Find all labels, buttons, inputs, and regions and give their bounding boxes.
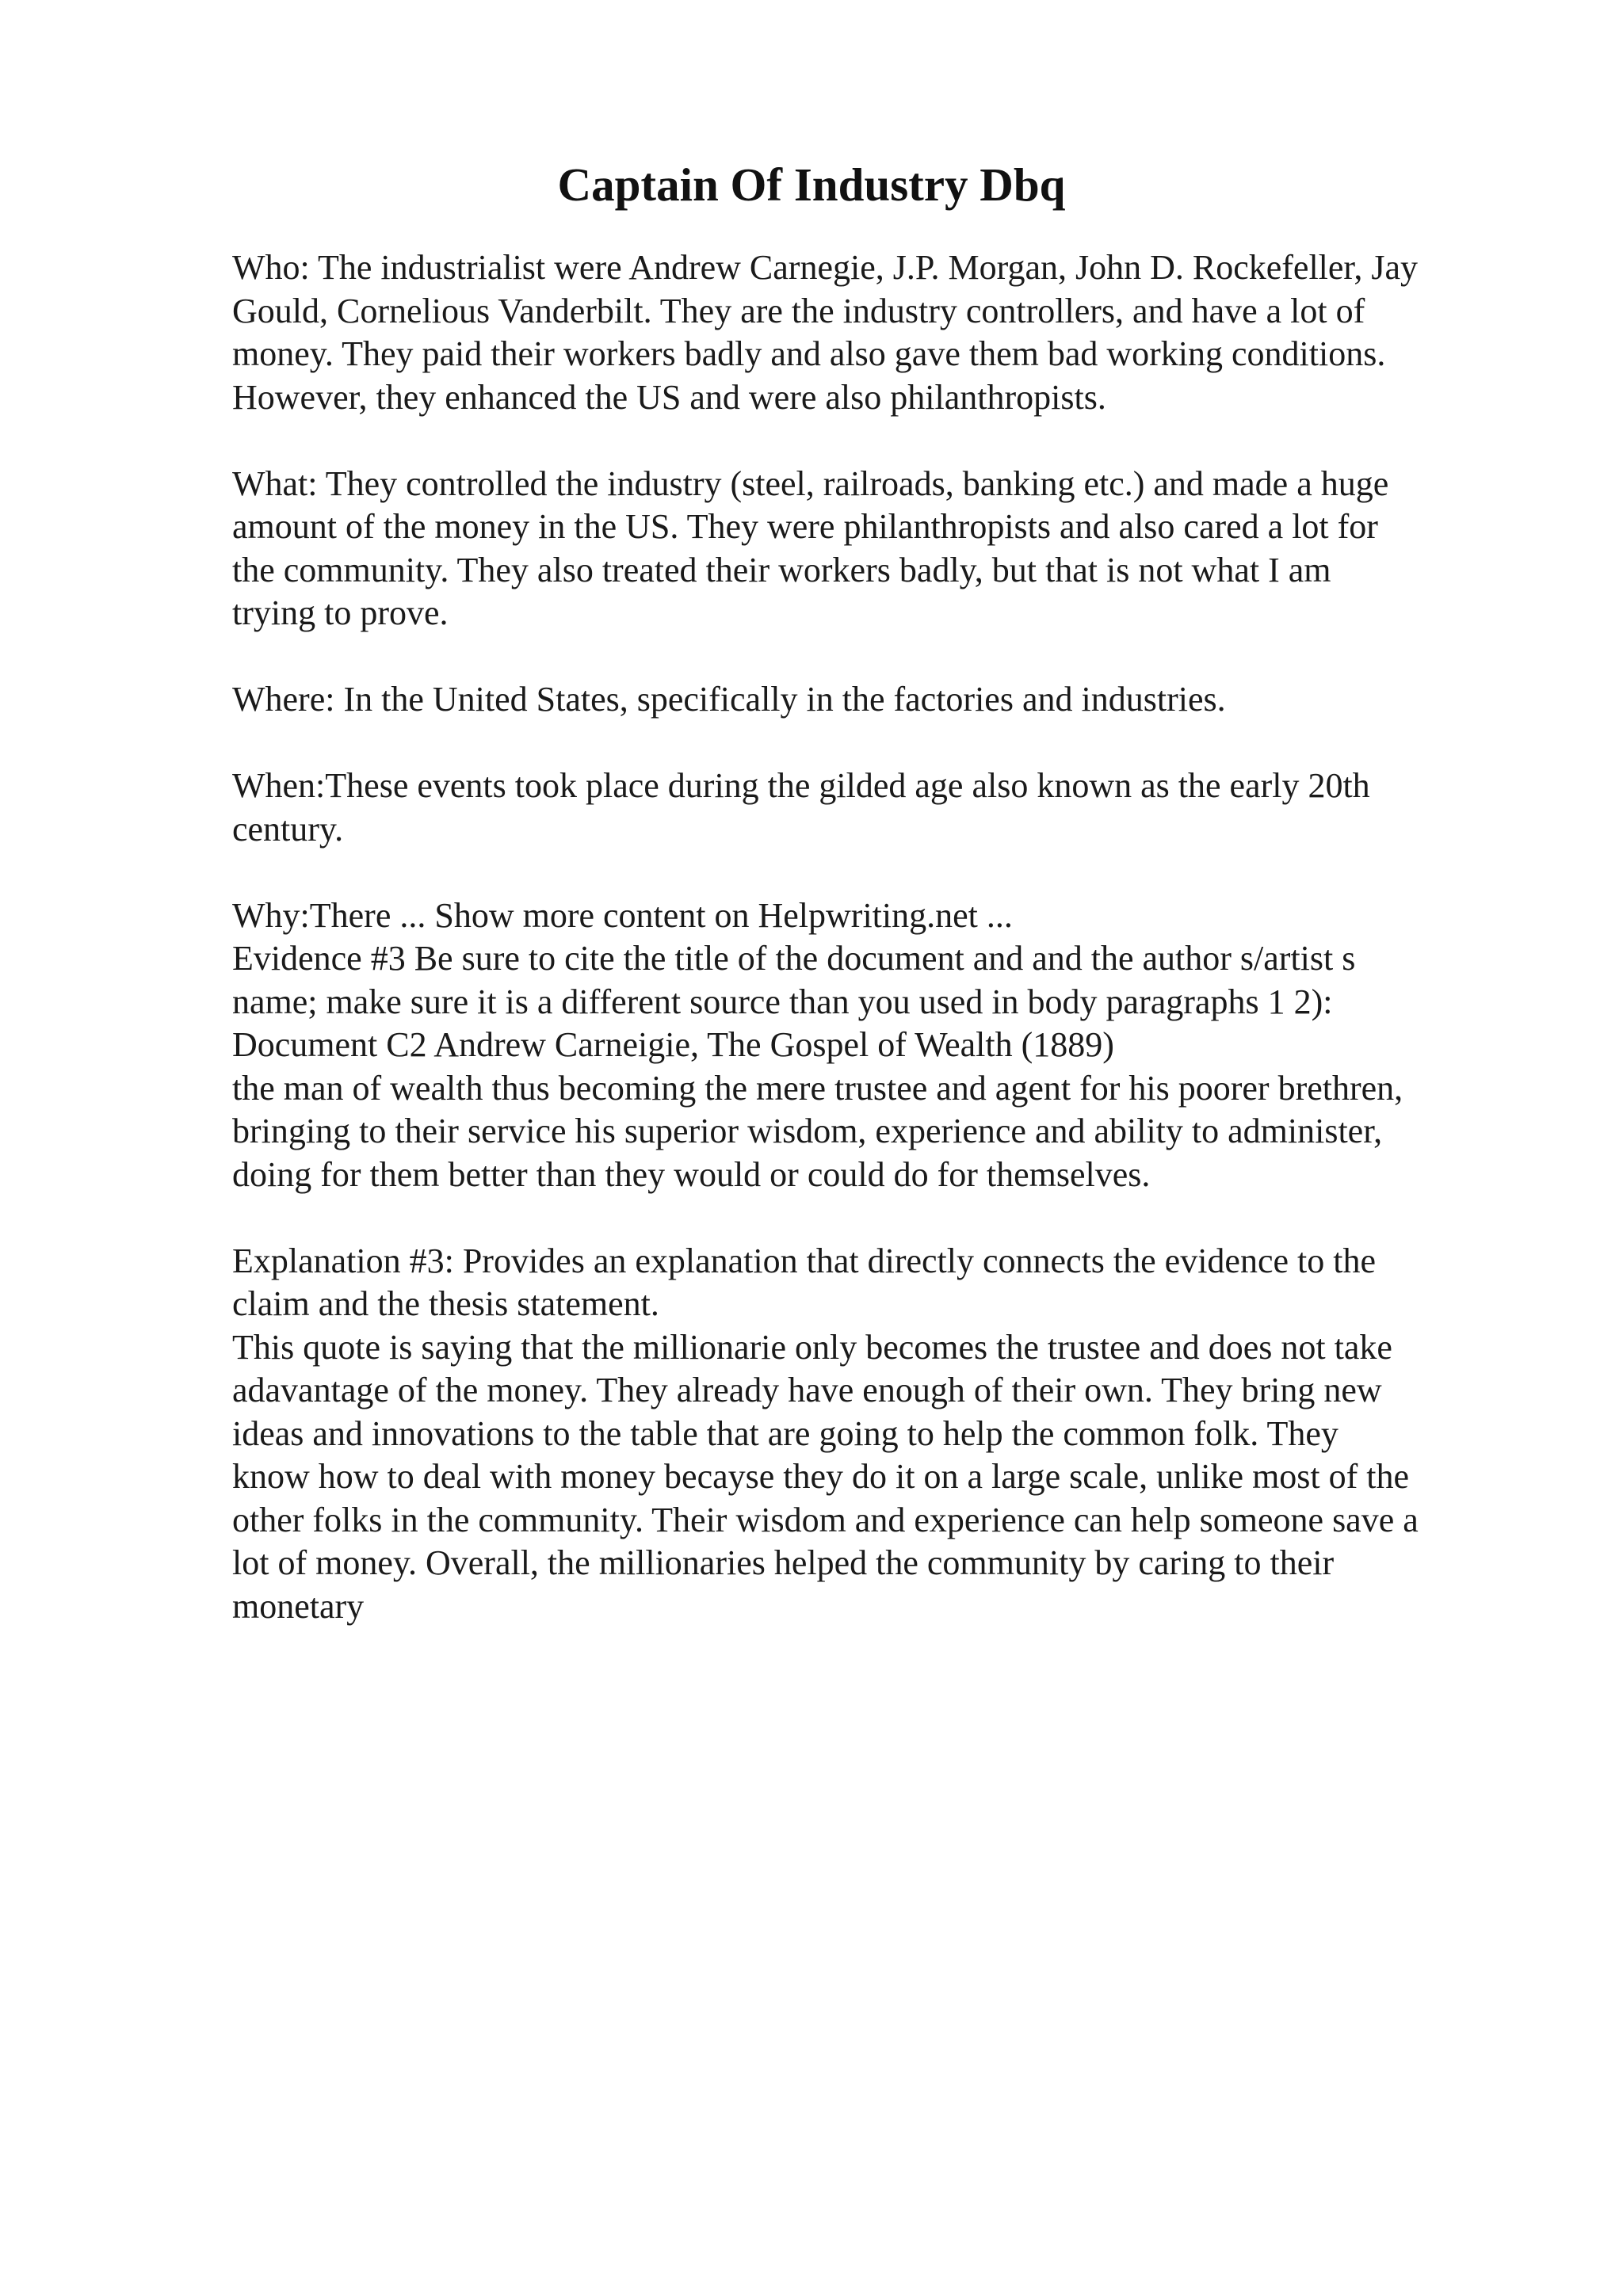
text-line: amount of the money in the US. They were philanthropists and also cared a lot for	[232, 507, 1378, 546]
text-line: money. They paid their workers badly and also gave them bad working conditions.	[232, 334, 1386, 373]
text-line: What: They controlled the industry (steel, railroads, banking etc.) and made a huge	[232, 463, 1389, 503]
body-paragraph	[232, 246, 1532, 419]
document-title: Captain Of Industry Dbq	[557, 158, 1066, 211]
text-line: Where: In the United States, specifically in the factories and industries.	[232, 680, 1226, 719]
text-line: know how to deal with money becayse they do it on a large scale, unlike most of the	[232, 1457, 1410, 1496]
text-line: Explanation #3: Provides an explanation that directly connects the evidence to the	[232, 1241, 1376, 1280]
body-paragraph	[232, 894, 1532, 1197]
body-paragraph	[232, 678, 1532, 722]
text-line: Evidence #3 Be sure to cite the title of the document and and the author s/artist s	[232, 939, 1356, 978]
text-line: name; make sure it is a different source than you used in body paragraphs 1 2):	[232, 982, 1333, 1021]
text-line: bringing to their service his superior wisdom, experience and ability to administer,	[232, 1112, 1383, 1150]
text-line: claim and the thesis statement.	[232, 1284, 659, 1323]
text-line: ideas and innovations to the table that are going to help the common folk. They	[232, 1413, 1338, 1453]
text-line: the community. They also treated their workers badly, but that is not what I am	[232, 550, 1331, 589]
text-line: the man of wealth thus becoming the mere trustee and agent for his poorer brethren,	[232, 1068, 1403, 1108]
text-line: When:These events took place during the gilded age also known as the early 20th	[232, 766, 1370, 805]
text-line: lot of money. Overall, the millionaries helped the community by caring to their	[232, 1543, 1335, 1582]
text-line: century.	[232, 809, 344, 849]
body-paragraph	[232, 1240, 1532, 1629]
text-line: Who: The industrialist were Andrew Carnegie, J.P. Morgan, John D. Rockefeller, Jay	[232, 248, 1418, 287]
text-line: other folks in the community. Their wisdom and experience can help someone save a	[232, 1500, 1419, 1539]
body-paragraph	[232, 463, 1532, 635]
text-line: adavantage of the money. They already have enough of their own. They bring new	[232, 1371, 1382, 1409]
text-line: This quote is saying that the millionarie only becomes the trustee and does not take	[232, 1327, 1392, 1367]
text-line: Document C2 Andrew Carneigie, The Gospel of Wealth (1889)	[232, 1025, 1114, 1064]
body-paragraph	[232, 765, 1532, 851]
text-line: monetary	[232, 1586, 365, 1626]
text-line: Gould, Cornelious Vanderbilt. They are the industry controllers, and have a lot of	[232, 291, 1365, 330]
text-line: Why:There ... Show more content on Helpwriting.net ...	[232, 895, 1013, 935]
text-line: However, they enhanced the US and were also philanthropists.	[232, 377, 1106, 417]
text-line: doing for them better than they would or could do for themselves.	[232, 1154, 1151, 1194]
text-line: trying to prove.	[232, 593, 449, 632]
document-body	[232, 246, 1532, 1628]
